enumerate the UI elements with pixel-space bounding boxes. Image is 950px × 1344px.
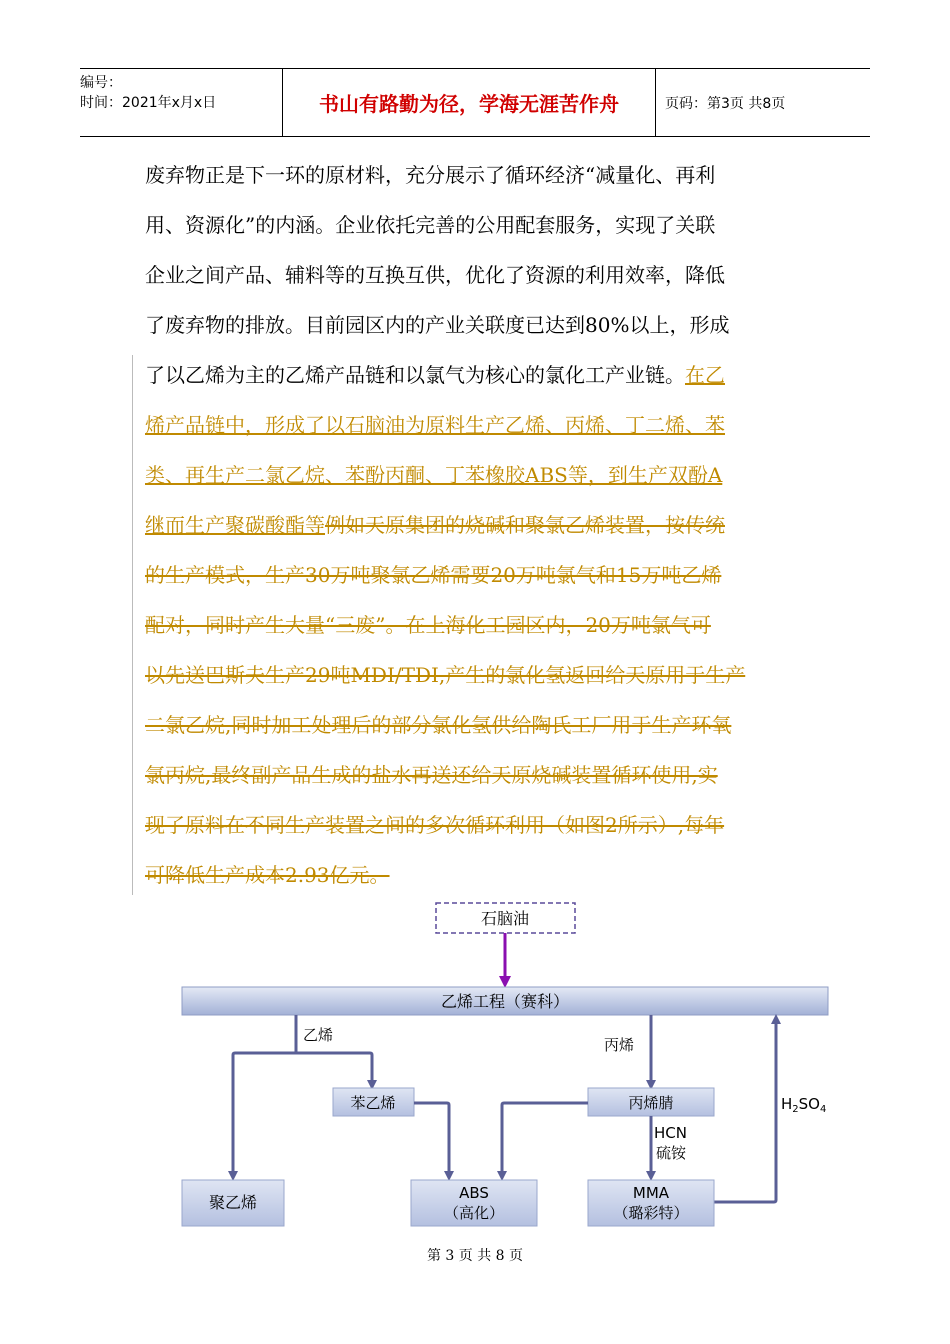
- mma-company-label: （璐彩特）: [613, 1204, 689, 1222]
- page-footer: 第 3 页 共 8 页: [426, 1248, 524, 1264]
- deleted-text: 配对，同时产生大量“三废”。在上海化工园区内，20万吨氯气可: [145, 613, 711, 637]
- paragraph-text: 企业之间产品、辅料等的互换互供，优化了资源的利用效率，降低: [145, 263, 725, 287]
- naphtha-label: 石脑油: [480, 909, 530, 928]
- styrene-to-abs-arrow: [414, 1103, 449, 1176]
- paragraph-text: 用、资源化”的内涵。企业依托完善的公用配套服务，实现了关联: [145, 213, 716, 237]
- polyethylene-label: 聚乙烯: [208, 1193, 258, 1212]
- deleted-text: 二氯乙烷,同时加工处理后的部分氯化氢供给陶氏工厂用于生产环氧: [145, 713, 732, 737]
- mma-label: MMA: [632, 1184, 670, 1202]
- deleted-text: 例如天原集团的烧碱和聚氯乙烯装置，按传统: [325, 513, 725, 537]
- ethylene-project-label: 乙烯工程（赛科）: [440, 992, 570, 1011]
- motto: 书山有路勤为径，学海无涯苦作舟: [282, 69, 656, 136]
- h2so4-label: $H_2SO_4$: [781, 1095, 827, 1115]
- paragraph-text: 废弃物正是下一环的原材料，充分展示了循环经济“减量化、再利: [145, 163, 716, 187]
- acrylonitrile-to-abs-arrow: [502, 1103, 588, 1176]
- ammonium-sulfate-label: 硫铵: [656, 1144, 687, 1162]
- number-label: 编号：: [80, 75, 122, 91]
- deleted-text: 氯丙烷,最终副产品生成的盐水再送还给天原烧碱装置循环使用,实: [145, 763, 718, 787]
- inserted-text: 在乙: [685, 363, 725, 387]
- time-label: 时间：2021年x月x日: [80, 95, 217, 111]
- to-styrene-arrow: [296, 1053, 372, 1085]
- page-info: 页码：第3页 共8页: [665, 95, 786, 112]
- abs-company-label: （高化）: [443, 1204, 505, 1222]
- inserted-text: 烯产品链中，形成了以石脑油为原料生产乙烯、丙烯、丁二烯、苯: [145, 413, 725, 437]
- acrylonitrile-label: 丙烯腈: [628, 1094, 674, 1112]
- paragraph-text: 了以乙烯为主的乙烯产品链和以氯气为核心的氯化工产业链。: [145, 363, 685, 387]
- styrene-label: 苯乙烯: [350, 1094, 396, 1112]
- propylene-label: 丙烯: [604, 1036, 635, 1054]
- paragraph-text: 了废弃物的排放。目前园区内的产业关联度已达到80%以上，形成: [145, 313, 730, 337]
- ethylene-label: 乙烯: [303, 1026, 334, 1044]
- deleted-text: 以先送巴斯夫生产29吨MDI/TDI,产生的氯化氢返回给天原用于生产: [145, 663, 746, 687]
- inserted-text: 继而生产聚碳酸酯等: [145, 513, 325, 537]
- abs-label: ABS: [459, 1184, 489, 1202]
- deleted-text: 现了原料在不同生产装置之间的多次循环利用（如图2所示）,每年: [145, 813, 725, 837]
- inserted-text: 类、再生产二氯乙烷、苯酚丙酮、丁苯橡胶ABS等，到生产双酚A: [145, 463, 723, 487]
- deleted-text: 可降低生产成本2.93亿元。: [145, 863, 390, 887]
- hcn-label: HCN: [654, 1124, 687, 1142]
- mma-to-ethylene-project-arrow: [714, 1019, 776, 1202]
- deleted-text: 的生产模式，生产30万吨聚氯乙烯需要20万吨氯气和15万吨乙烯: [145, 563, 722, 587]
- to-polyethylene-arrow: [233, 1053, 296, 1176]
